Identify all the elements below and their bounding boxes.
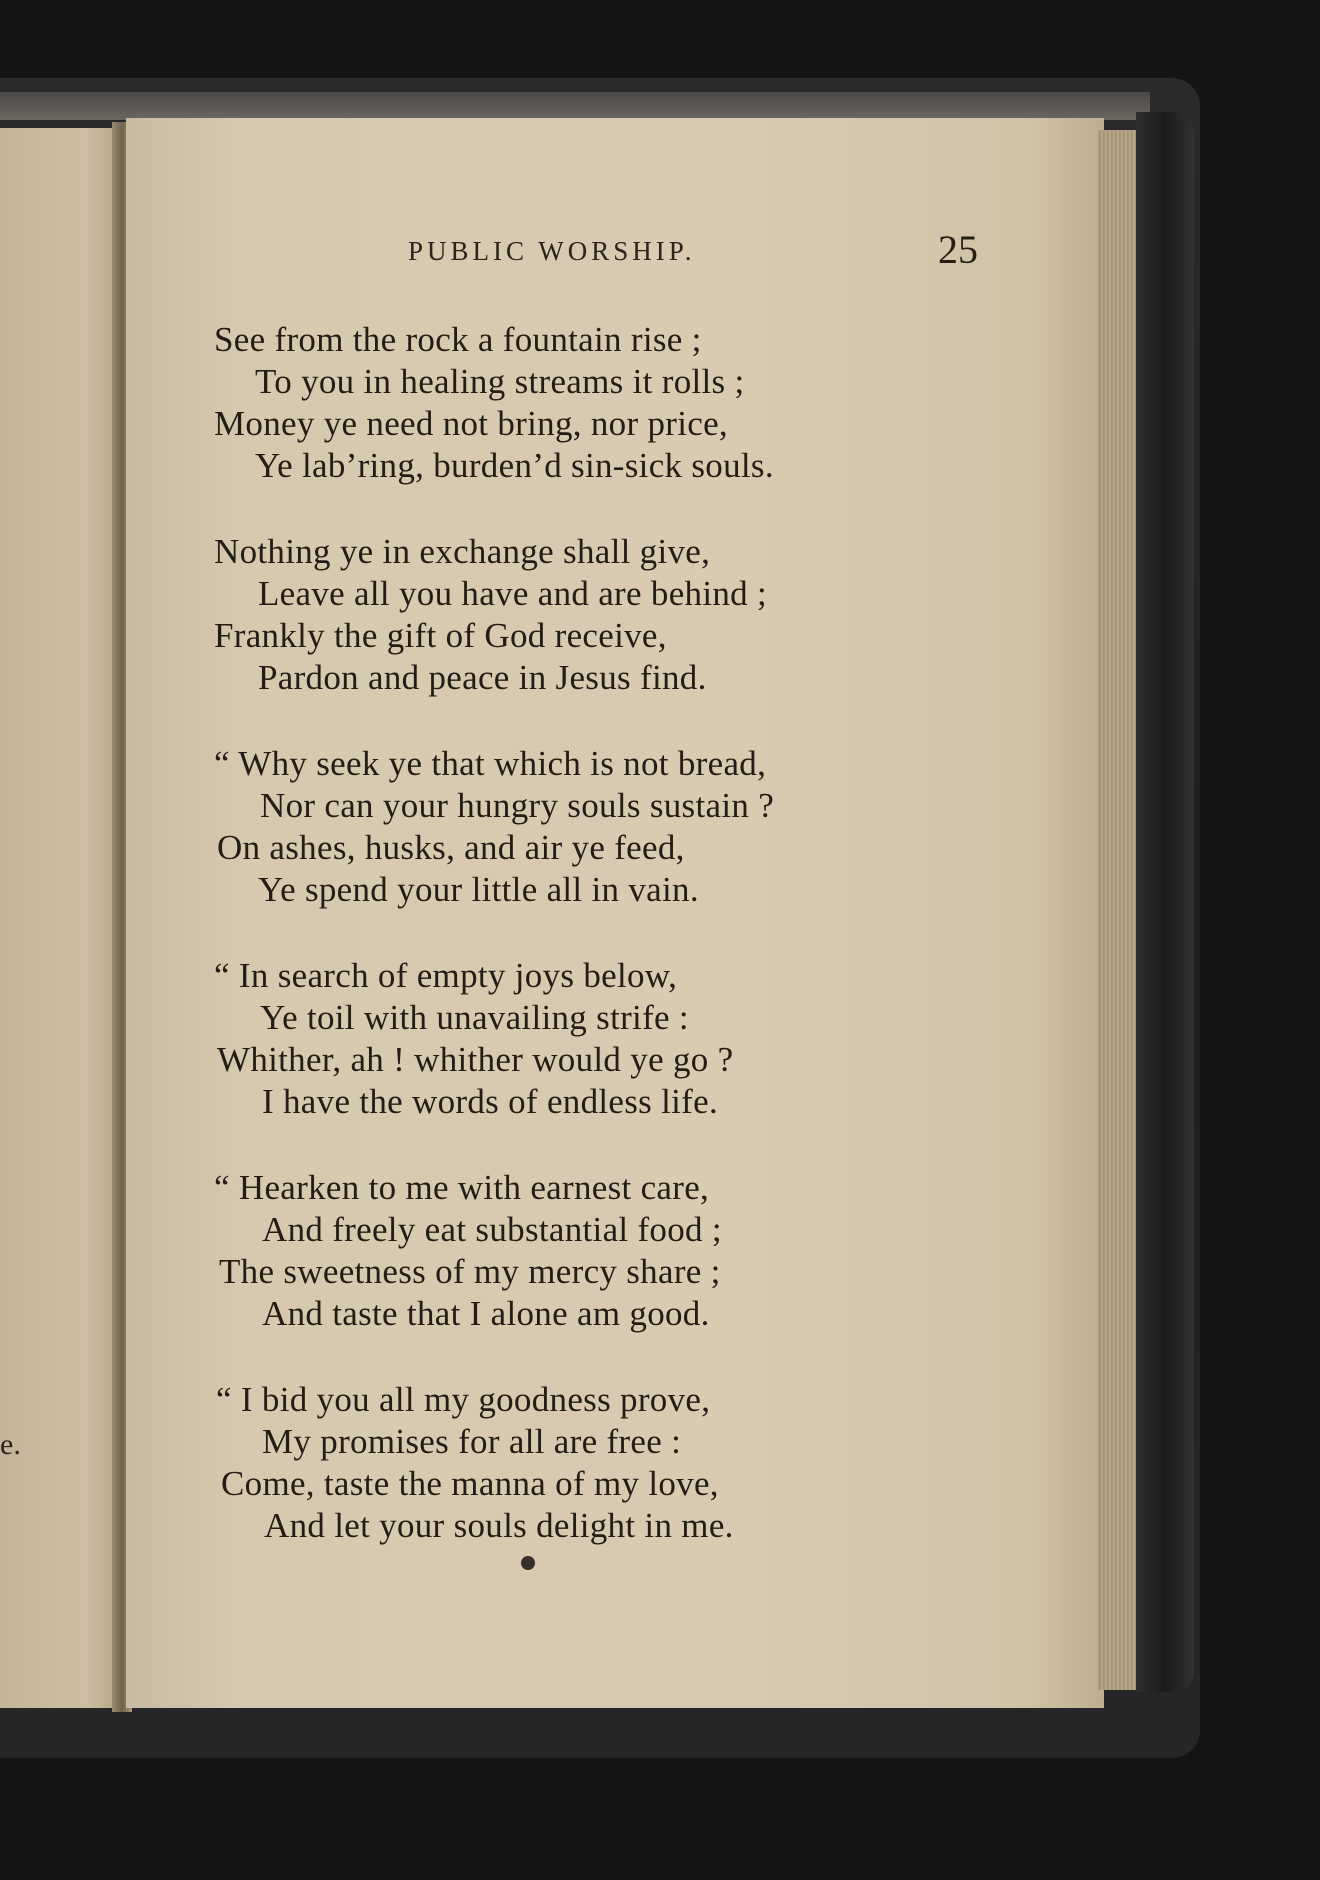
verse-line: Come, taste the manna of my love, xyxy=(221,1464,719,1503)
verse-line: To you in healing streams it rolls ; xyxy=(255,362,745,401)
page-number: 25 xyxy=(938,227,978,272)
verse-line: Nor can your hungry souls sustain ? xyxy=(260,786,775,825)
facing-page-text: e. xyxy=(0,1428,21,1461)
verse-line: Ye spend your little all in vain. xyxy=(258,870,699,909)
verse-line: Money ye need not bring, nor price, xyxy=(214,404,728,443)
verse-line: On ashes, husks, and air ye feed, xyxy=(217,828,685,867)
verse-line: “ In search of empty joys below, xyxy=(214,956,678,995)
verse-line: Ye toil with unavailing strife : xyxy=(260,998,689,1037)
end-ornament xyxy=(521,1556,535,1570)
verse-line: And freely eat substantial food ; xyxy=(262,1210,722,1249)
verse-line: Frankly the gift of God receive, xyxy=(214,616,667,655)
verse-line: “ I bid you all my goodness prove, xyxy=(216,1380,711,1419)
verse-line: Whither, ah ! whither would ye go ? xyxy=(217,1040,734,1079)
verse-line: And taste that I alone am good. xyxy=(262,1294,710,1333)
verse-line: “ Hearken to me with earnest care, xyxy=(214,1168,710,1207)
verse-line: “ Why seek ye that which is not bread, xyxy=(214,744,767,783)
verse-line: Nothing ye in exchange shall give, xyxy=(214,532,711,571)
verse-line: I have the words of endless life. xyxy=(262,1082,719,1121)
verse-line: Pardon and peace in Jesus find. xyxy=(258,658,707,697)
verse-line: My promises for all are free : xyxy=(262,1422,682,1461)
verse-line: See from the rock a fountain rise ; xyxy=(214,320,702,359)
running-head: PUBLIC WORSHIP. xyxy=(408,236,696,266)
verse-line: Leave all you have and are behind ; xyxy=(258,574,768,613)
verse-line: And let your souls delight in me. xyxy=(264,1506,734,1545)
verse-line: Ye lab’ring, burden’d sin-sick souls. xyxy=(255,446,774,485)
verse-line: The sweetness of my mercy share ; xyxy=(219,1252,721,1291)
